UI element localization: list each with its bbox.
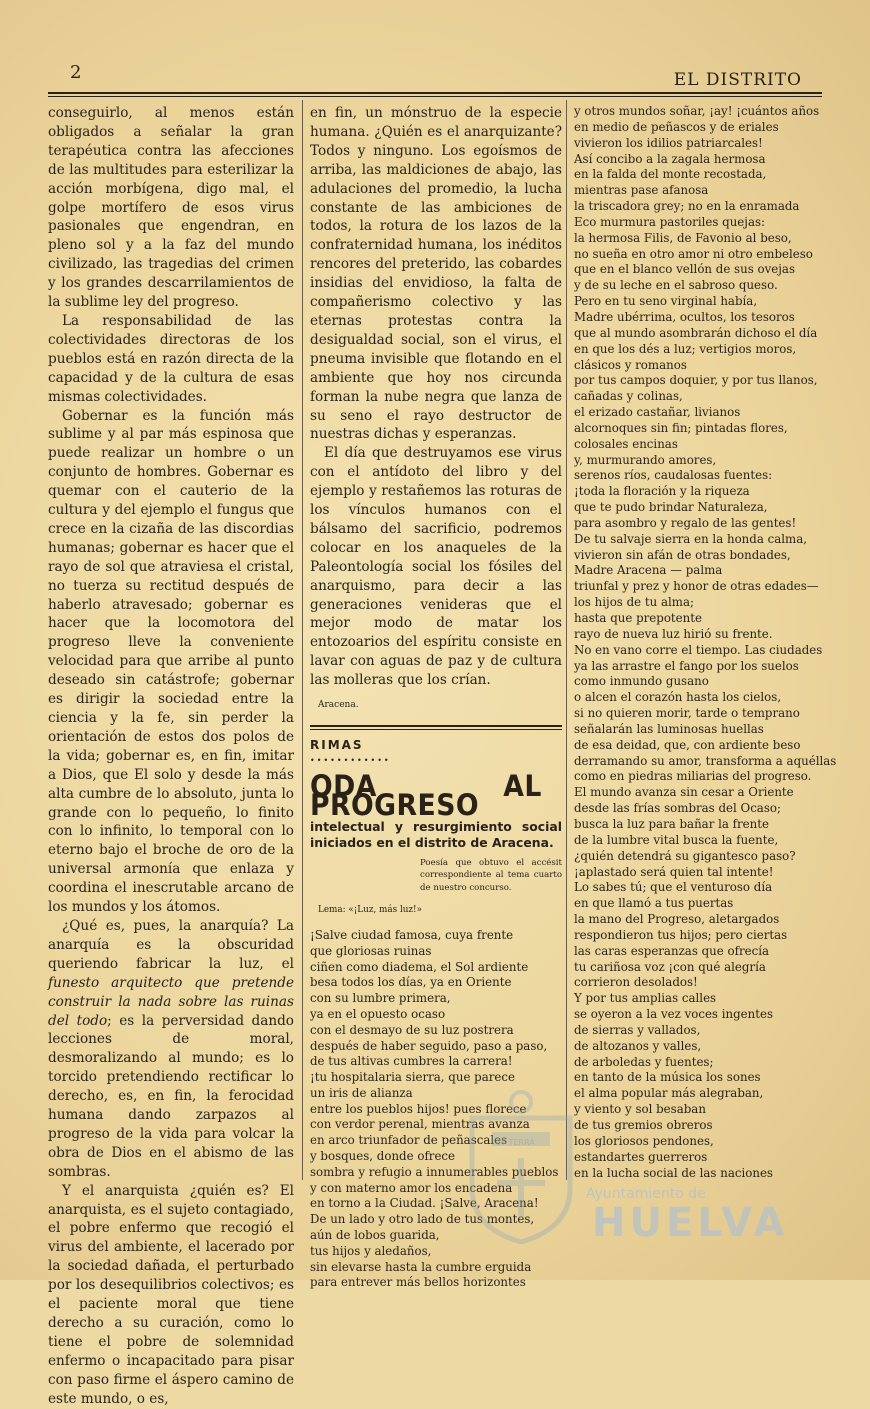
verse-line: las caras esperanzas que ofrecía: [574, 943, 770, 958]
poem-motto: Lema: «¡Luz, más luz!»: [318, 905, 422, 916]
verse-line: en que llamó a tus puertas: [574, 896, 734, 911]
verse-line: que te pudo brindar Naturaleza,: [574, 500, 768, 515]
poem-title: ODA AL PROGRESO: [310, 768, 542, 822]
column-divider: [302, 100, 303, 1180]
verse-line: Pero en tu seno virginal había,: [574, 294, 758, 309]
verse-line: No en vano corre el tiempo. Las ciudades: [574, 642, 823, 657]
watermark-line-2: HUELVA: [592, 1200, 789, 1246]
verse-line: o alcen el corazón hasta los cielos,: [574, 690, 782, 705]
verse-line: ya en el opuesto ocaso: [310, 1006, 446, 1021]
verse-line: que en el blanco vellón de sus ovejas: [574, 262, 796, 277]
newspaper-title: EL DISTRITO: [673, 70, 802, 90]
verse-line: con el desmayo de su luz postrera: [310, 1022, 514, 1037]
verse-line: como en piedras miliarias del progreso.: [574, 769, 812, 784]
verse-line: la hermosa Filis, de Favonio al beso,: [574, 230, 792, 245]
section-rule: [310, 725, 562, 730]
header-rule-thin: [48, 96, 822, 97]
italic-quote: funesto arquitecto que pretende construir la nada sobre las ruinas del todo: [48, 974, 294, 1029]
article-column-1: [48, 104, 294, 1409]
verse-line: y de su leche en el sabroso queso.: [574, 278, 778, 293]
verse-line: en la falda del monte recostada,: [574, 167, 767, 182]
header-rule: [48, 92, 822, 94]
verse-line: de tus gremios obreros: [574, 1118, 713, 1132]
verse-line: no sueña en otro amor ni otro embeleso: [574, 246, 813, 261]
section-dots: ••••••••••••: [310, 755, 391, 765]
verse-line: derramando su amor, transforma a aquéllas: [574, 753, 837, 768]
verse-line: Eco murmura pastoriles quejas:: [574, 214, 766, 229]
verse-line: con verdor perenal, mientras avanza: [310, 1117, 530, 1132]
verse-line: y bosques, donde ofrece: [310, 1149, 456, 1164]
verse-line: en que los dés a luz; vertigios moros,: [574, 341, 797, 356]
coat-of-arms-watermark: [462, 1088, 580, 1244]
verse-line: tus hijos y aledaños,: [310, 1243, 432, 1258]
verse-line: entre los pueblos hijos! pues florece: [310, 1101, 527, 1116]
article-place: Aracena.: [318, 700, 359, 711]
verse-line: si no quieren morir, tarde o temprano: [574, 706, 800, 721]
verse-line: vivieron sin afán de otras bondades,: [574, 547, 791, 562]
verse-line: de esa deidad, que, con ardiente beso: [574, 737, 801, 752]
column-divider: [566, 100, 567, 1180]
verse-line: sin elevarse hasta la cumbre erguida: [310, 1259, 532, 1274]
verse-line: vivieron los idilios patriarcales!: [574, 135, 763, 150]
page-number: 2: [70, 62, 82, 83]
verse-line: de altozanos y valles,: [574, 1038, 702, 1053]
verse-line: para entrever más bellos horizontes: [310, 1275, 526, 1290]
verse-line: corrieron desolados!: [574, 975, 698, 990]
verse-line: en arco triunfador de peñascales: [310, 1133, 508, 1148]
paragraph: [48, 917, 294, 1182]
verse-line: de sierras y vallados,: [574, 1022, 701, 1037]
verse-line: después de haber seguido, paso a paso,: [310, 1038, 548, 1053]
text-run: ¿Qué es, pues, la anarquía? La anarquía es la obscuridad queriendo fabricar la luz, el: [48, 917, 294, 972]
verse-line: ya las arrastre el fango por los suelos: [574, 658, 799, 673]
verse-line: estandartes guerreros: [574, 1149, 708, 1164]
verse-line: se oyeron a la vez voces ingentes: [574, 1007, 774, 1022]
paragraph: El día que destruyamos ese virus con el antídoto del libro y del ejemplo y restañemos las roturas de los vínculos humanos con el bálsamo del sacrificio, podremos colocar en los anaqueles de la Paleontología social los fósiles del anarquismo, para decir a las generaciones venideras que el mejor modo de matar los entozoarios del espíritu consiste en lavar con aguas de paz y de cultura las molleras que los crían.: [310, 445, 562, 689]
verse-line: el erizado castañar, livianos: [574, 405, 741, 420]
verse-line: la mano del Progreso, aletargados: [574, 912, 780, 927]
verse-line: que gloriosas ruinas: [310, 943, 432, 958]
verse-line: El mundo avanza sin cesar a Oriente: [574, 785, 794, 800]
verse-line: triunfal y prez y honor de otras edades—: [574, 579, 819, 594]
verse-line: ¿quién detendrá su gigantesco paso?: [574, 848, 796, 863]
verse-line: los gloriosos pendones,: [574, 1133, 714, 1148]
verse-line: De un lado y otro lado de tus montes,: [310, 1212, 535, 1227]
verse-line: como inmundo gusano: [574, 674, 709, 689]
verse-line: respondieron tus hijos; pero ciertas: [574, 927, 788, 942]
verse-line: rayo de nueva luz hirió su frente.: [574, 626, 773, 641]
verse-line: sombra y refugio a innumerables pueblos: [310, 1164, 559, 1179]
paragraph: conseguirlo, al menos están obligados a señalar la gran terapéutica contra las afecciones de las multitudes para esterilizar la acción morbígena, digo mal, el golpe mortífero de esos virus pasionales que engendran, en pleno sol y a la faz del mundo civilizado, las tragedias del crimen y los grandes descarrilamientos de la sublime ley del progreso.: [48, 105, 294, 311]
poem-subtitle: intelectual y resurgimiento social iniciados en el distrito de Aracena.: [310, 818, 562, 850]
paragraph: La responsabilidad de las colectividades directoras de los pueblos está en razón directa de la capacidad y de la cultura de esas mismas colectividades.: [48, 312, 294, 405]
verse-line: por tus campos doquier, y por tus llanos,: [574, 373, 818, 388]
paragraph: Gobernar es la función más sublime y al par más espinosa que puede realizar un hombre o un conjunto de hombres. Gobernar es quemar con el cauterio de la cultura y del ejemplo el fungus que crece en la cizaña de las discordias humanas; gobernar es hacer que el rayo de sol que atraviesa el cristal, no tuerza su rectitud después de haberlo atravesado; gobernar es hacer que la locomotora del progreso lleve la conveniente velocidad para que arribe al punto deseado sin catástrofe; gobernar es dirigir la sociedad entre la ciencia y la fe, sin perder la orientación de estos dos polos de la vida; gobernar es, en fin, imitar a Dios, que El solo y desde la más alta cumbre de lo absoluto, junta lo grande con lo pequeño, lo finito con lo infinito, lo temporal con lo eterno bajo el broche de oro de la universal armonía que enlaza y coordina el inescrutable arcano de los mundos y los átomos.: [48, 407, 294, 916]
verse-line: Madre Aracena — palma: [574, 563, 723, 578]
verse-line: ciñen como diadema, el Sol ardiente: [310, 959, 529, 974]
verse-line: en la lucha social de las naciones: [574, 1165, 773, 1180]
verse-line: de tus altivas cumbres la carrera!: [310, 1054, 513, 1069]
verse-line: para asombro y regalo de las gentes!: [574, 515, 797, 530]
watermark-line-1: Ayuntamiento de: [586, 1186, 706, 1202]
verse-line: de la lumbre vital busca la fuente,: [574, 832, 779, 847]
verse-line: cañadas y colinas,: [574, 389, 683, 404]
verse-line: y otros mundos soñar, ¡ay! ¡cuántos años: [574, 104, 820, 118]
verse-line: serenos ríos, caudalosas fuentes:: [574, 468, 773, 483]
verse-line: y viento y sol besaban: [574, 1102, 706, 1117]
verse-line: busca la luz para bañar la frente: [574, 816, 769, 831]
verse-line: aún de lobos guarida,: [310, 1228, 440, 1243]
verse-line: en torno a la Ciudad. ¡Salve, Aracena!: [310, 1196, 539, 1211]
verse-line: clásicos y romanos: [574, 357, 687, 372]
verse-line: la triscadora grey; no en la enramada: [574, 199, 800, 214]
verse-line: en tanto de la música los sones: [574, 1070, 761, 1085]
verse-line: señalarán las luminosas huellas: [574, 721, 764, 736]
verse-line: en medio de peñascos y de eriales: [574, 119, 779, 134]
verse-line: Y por tus amplias calles: [574, 991, 717, 1006]
verse-line: Así concibo a la zagala hermosa: [574, 151, 766, 166]
watermark-crest-text: ET TERRA: [496, 1138, 535, 1147]
verse-line: ¡aplastado será quien tal intente!: [574, 864, 774, 879]
text-run: ; es la perversidad dando lecciones de moral, desmoralizando al mundo; es lo torcido pretendiendo rectificar lo derecho, es, en fin, la ferocidad humana dando zarpazos al progreso de la vida para volcar la obra de Dios en el abismo de las sombras.: [48, 1012, 294, 1180]
paragraph: en fin, un mónstruo de la especie humana. ¿Quién es el anarquizante? Todos y ninguno. Los egoísmos de arriba, las maldiciones de abajo, las adulaciones del promedio, la lucha constante de las ambiciones de todos, la rotura de los lazos de la confraternidad humana, los inéditos rencores del preterido, las cobardes insidias del envidioso, la falta de compañerismo colectivo y las eternas protestas contra la desigualdad social, son el virus, el pneuma invisible que flotando en el ambiente que hoy nos circunda forman la nube negra que lanza de su seno el rayo destructor de nuestras dichas y esperanzas.: [310, 105, 562, 443]
paragraph: Y el anarquista ¿quién es? El anarquista, es el sujeto contagiado, el pobre enfermo que recogió el virus del ambiente, el lacerado por la sociedad dañada, el perturbado por los desequilibrios colectivos; es el paciente moral que tiene derecho a su curación, como lo tiene el pobre de solemnidad enfermo o incapacitado para pisar con paso firme el áspero camino de este mundo, o es,: [48, 1182, 294, 1407]
verse-line: mientras pase afanosa: [574, 183, 709, 198]
verse-line: De tu salvaje sierra en la honda calma,: [574, 531, 807, 546]
verse-line: tu cariñosa voz ¡con qué alegría: [574, 959, 766, 974]
verse-line: los hijos de tu alma;: [574, 595, 694, 610]
verse-line: con su lumbre primera,: [310, 991, 451, 1006]
verse-line: un iris de alianza: [310, 1085, 413, 1100]
verse-line: ¡toda la floración y la riqueza: [574, 484, 750, 499]
poem-note: Poesía que obtuvo el accésit correspondiente al tema cuarto de nuestro concurso.: [420, 857, 562, 894]
section-heading: RIMAS: [310, 738, 364, 752]
poem-column-3: [574, 104, 837, 1181]
verse-line: hasta que prepotente: [574, 611, 702, 625]
verse-line: que al mundo asombrarán dichoso el día: [574, 325, 818, 340]
verse-line: desde las frías sombras del Ocaso;: [574, 801, 781, 816]
verse-line: Lo sabes tú; que el venturoso día: [574, 880, 773, 895]
verse-line: ¡tu hospitalaria sierra, que parece: [310, 1070, 515, 1085]
verse-line: y con materno amor los encadena: [310, 1180, 513, 1195]
verse-line: alcornoques sin fin; pintadas flores,: [574, 420, 788, 435]
verse-line: besa todos los días, ya en Oriente: [310, 975, 512, 990]
verse-line: de arboledas y fuentes;: [574, 1054, 714, 1069]
verse-line: y, murmurando amores,: [574, 452, 717, 467]
verse-line: colosales encinas: [574, 436, 678, 451]
verse-line: Madre ubérrima, ocultos, los tesoros: [574, 309, 795, 324]
verse-line: ¡Salve ciudad famosa, cuya frente: [310, 927, 514, 942]
verse-line: el alma popular más alegraban,: [574, 1086, 764, 1101]
